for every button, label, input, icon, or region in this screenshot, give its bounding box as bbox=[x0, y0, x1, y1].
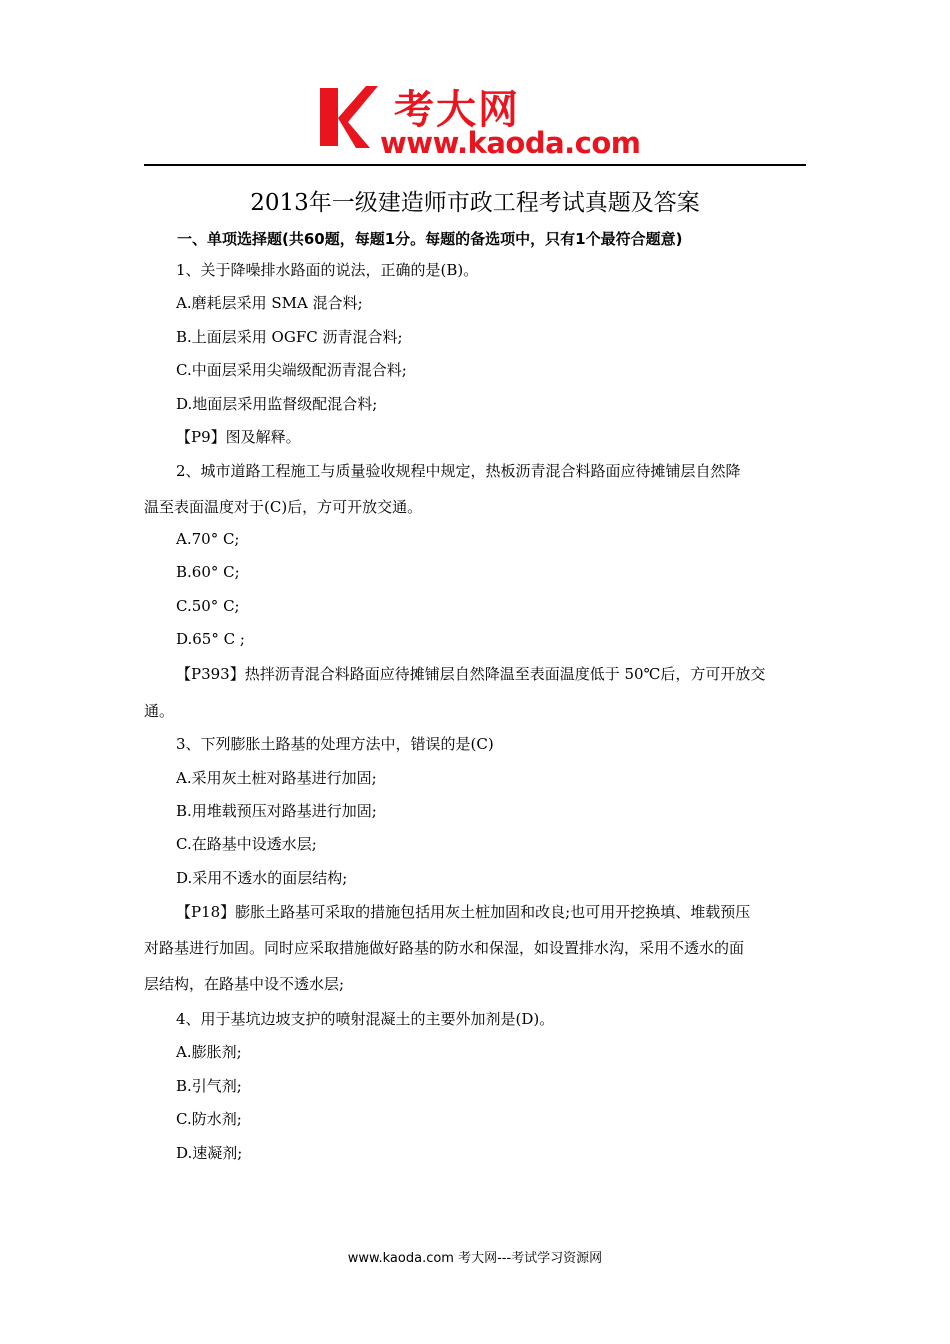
answer-option: C.在路基中设透水层; bbox=[176, 835, 317, 853]
document-title: 2013年一级建造师市政工程考试真题及答案 bbox=[250, 190, 700, 216]
question-text: 3、下列膨胀土路基的处理方法中，错误的是(C) bbox=[176, 735, 494, 753]
section-heading: 一、单项选择题(共60题，每题1分。每题的备选项中，只有1个最符合题意) bbox=[177, 230, 683, 248]
answer-option: D.采用不透水的面层结构; bbox=[176, 869, 348, 887]
answer-option: D.65° C ; bbox=[176, 630, 245, 648]
question-text: 4、用于基坑边坡支护的喷射混凝土的主要外加剂是(D)。 bbox=[176, 1010, 555, 1028]
logo-chinese-name: 考大网 bbox=[394, 87, 520, 133]
question-text: 1、关于降噪排水路面的说法，正确的是(B)。 bbox=[176, 261, 479, 279]
explanation-text: 层结构，在路基中设不透水层; bbox=[144, 975, 345, 993]
answer-option: D.地面层采用监督级配混合料; bbox=[176, 395, 378, 413]
explanation-text: 【P9】图及解释。 bbox=[176, 428, 301, 446]
explanation-text: 【P18】膨胀土路基可采取的措施包括用灰土桩加固和改良;也可用开挖换填、堆载预压 bbox=[176, 903, 751, 921]
answer-option: A.磨耗层采用 SMA 混合料; bbox=[176, 294, 363, 312]
answer-option: B.60° C; bbox=[176, 563, 240, 581]
explanation-text: 对路基进行加固。同时应采取措施做好路基的防水和保湿，如设置排水沟，采用不透水的面 bbox=[144, 939, 745, 957]
explanation-text: 【P393】热拌沥青混合料路面应待摊铺层自然降温至表面温度低于 50℃后，方可开放交 bbox=[176, 665, 766, 683]
header-divider bbox=[144, 164, 806, 166]
answer-option: C.50° C; bbox=[176, 597, 240, 615]
answer-option: B.引气剂; bbox=[176, 1077, 242, 1095]
answer-option: D.速凝剂; bbox=[176, 1144, 243, 1162]
answer-option: A.膨胀剂; bbox=[176, 1043, 242, 1061]
answer-option: B.上面层采用 OGFC 沥青混合料; bbox=[176, 328, 403, 346]
kaoda-logo bbox=[318, 82, 641, 160]
question-text: 温至表面温度对于(C)后，方可开放交通。 bbox=[144, 498, 423, 516]
logo-url: www.kaoda.com bbox=[380, 126, 641, 160]
answer-option: C.防水剂; bbox=[176, 1110, 242, 1128]
question-text: 2、城市道路工程施工与质量验收规程中规定，热板沥青混合料路面应待摊铺层自然降 bbox=[176, 462, 741, 480]
answer-option: A.采用灰土桩对路基进行加固; bbox=[176, 769, 377, 787]
answer-option: B.用堆载预压对路基进行加固; bbox=[176, 802, 377, 820]
page-footer: www.kaoda.com 考大网---考试学习资源网 bbox=[347, 1251, 603, 1266]
answer-option: A.70° C; bbox=[176, 530, 240, 548]
explanation-text: 通。 bbox=[144, 702, 175, 720]
k-logo-icon bbox=[318, 82, 378, 152]
answer-option: C.中面层采用尖端级配沥青混合料; bbox=[176, 361, 407, 379]
